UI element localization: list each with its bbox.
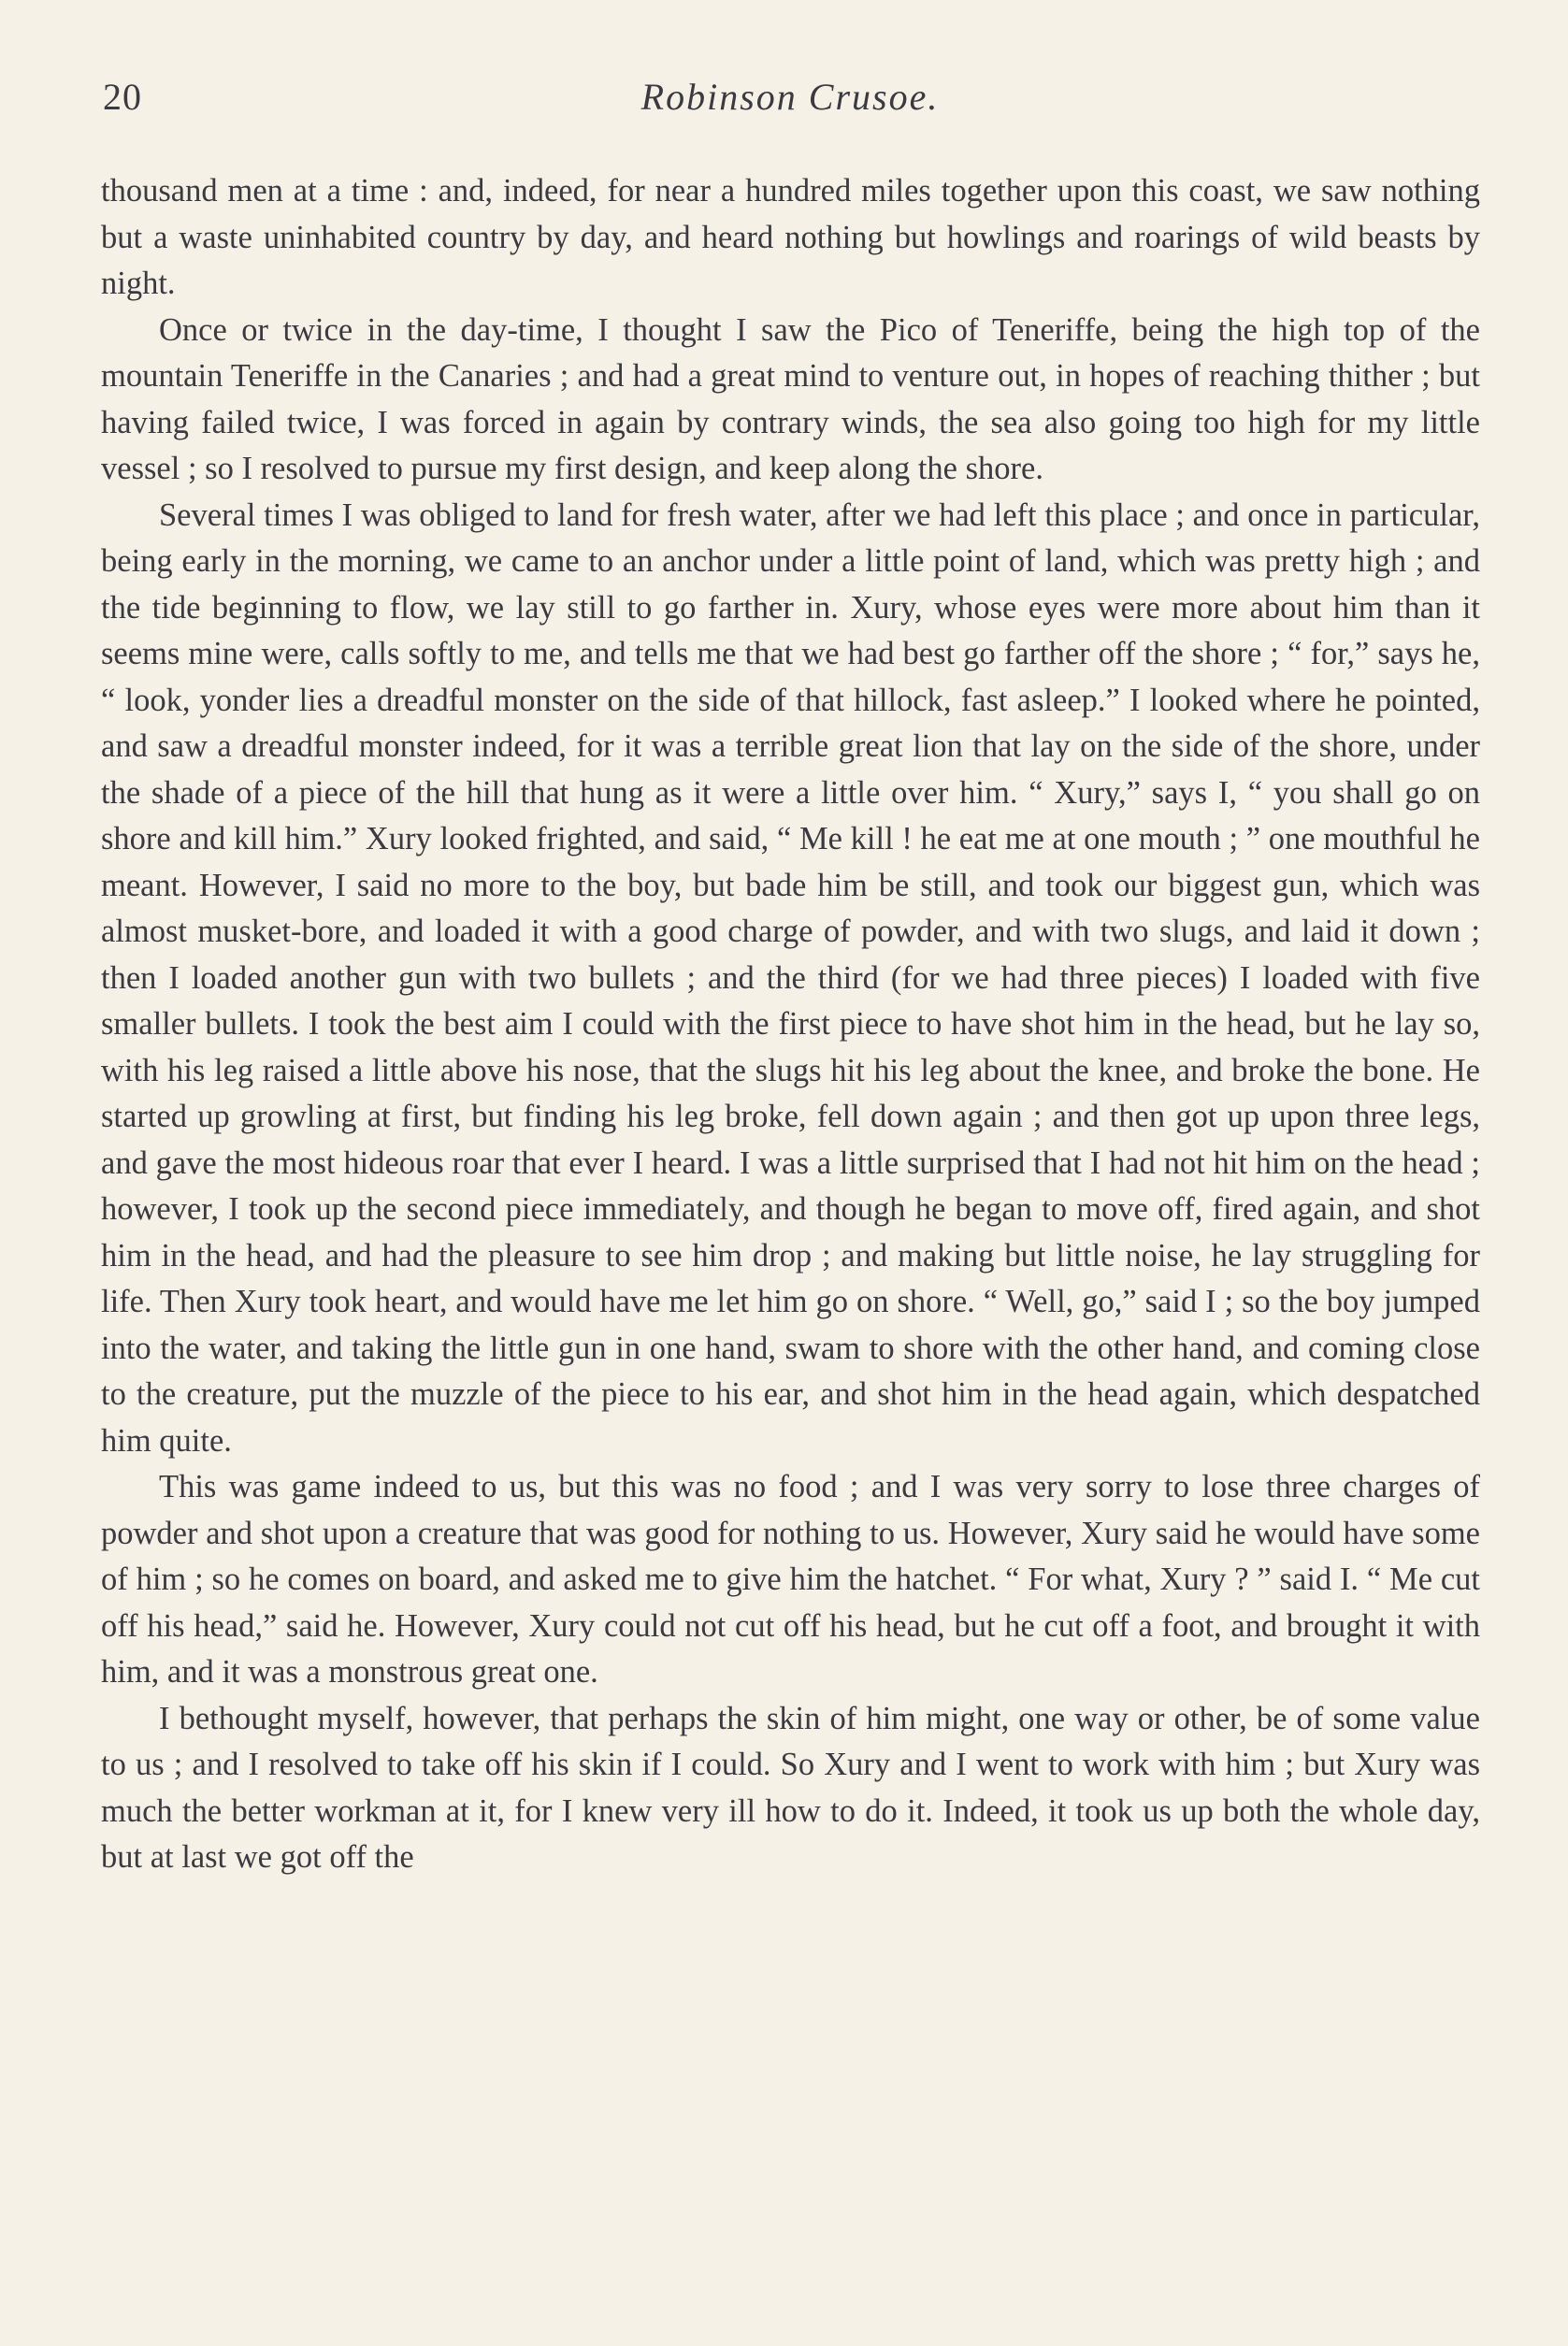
paragraph-2: Once or twice in the day-time, I thought I saw the Pico of Teneriffe, being the high top of the mountain Teneriffe in the Canaries ; and had a great mind to venture out, in hopes of reaching thither ; but having failed twice, I was forced in again by contrary winds, the sea also going too high for my little vessel ; so I resolved to pursue my first design, and keep along the shore. [101, 311, 1480, 486]
paragraph-1: thousand men at a time : and, indeed, for near a hundred miles together upon this coast, we saw nothing but a waste uninhabited country by day, and heard nothing but howlings and roarings of wild beasts by night. [101, 173, 1480, 301]
paragraph-3: Several times I was obliged to land for fresh water, after we had left this place ; and once in particular, being early in the morning, we came to an anchor under a little point of land, which was pretty high ; and the tide beginning to flow, we lay still to go farther in. Xury, whose eyes were more about him than it seems mine were, calls softly to me, and tells me that we had best go farther off the shore ; “ for,” says he, “ look, yonder lies a dreadful monster on the side of that hillock, fast asleep.” I looked where he pointed, and saw a dreadful monster indeed, for it was a terrible great lion that lay on the side of the shore, under the shade of a piece of the hill that hung as it were a little over him. “ Xury,” says I, “ you shall go on shore and kill him.” Xury looked frighted, and said, “ Me kill ! he eat me at one mouth ; ” one mouthful he meant. However, I said no more to the boy, but bade him be still, and took our biggest gun, which was almost musket-bore, and loaded it with a good charge of powder, and with two slugs, and laid it down ; then I loaded another gun with two bullets ; and the third (for we had three pieces) I loaded with five smaller bullets. I took the best aim I could with the first piece to have shot him in the head, but he lay so, with his leg raised a little above his nose, that the slugs hit his leg about the knee, and broke the bone. He started up growling at first, but finding his leg broke, fell down again ; and then got up upon three legs, and gave the most hideous roar that ever I heard. I was a little surprised that I had not hit him on the head ; however, I took up the second piece immediately, and though he began to move off, fired again, and shot him in the head, and had the pleasure to see him drop ; and making but little noise, he lay struggling for life. Then Xury took heart, and would have me let him go on shore. “ Well, go,” said I ; so the boy jumped into the water, and taking the little gun in one hand, swam to shore with the other hand, and coming close to the creature, put the muzzle of the piece to his ear, and shot him in the head again, which despatched him quite. [101, 497, 1480, 1459]
paragraph-4: This was game indeed to us, but this was no food ; and I was very sorry to lose three charges of powder and shot upon a creature that was good for nothing to us. However, Xury said he would have some of him ; so he comes on board, and asked me to give him the hatchet. “ For what, Xury ? ” said I. “ Me cut off his head,” said he. However, Xury could not cut off his head, but he cut off a foot, and brought it with him, and it was a monstrous great one. [101, 1469, 1480, 1690]
body-text [101, 168, 1480, 1881]
page-number: 20 [103, 76, 142, 118]
paragraph-5: I bethought myself, however, that perhaps the skin of him might, one way or other, be of some value to us ; and I resolved to take off his skin if I could. So Xury and I went to work with him ; but Xury was much the better workman at it, for I knew very ill how to do it. Indeed, it took us up both the whole day, but at last we got off the [101, 1700, 1480, 1875]
running-title: Robinson Crusoe. [640, 76, 940, 118]
running-head [103, 75, 1477, 131]
